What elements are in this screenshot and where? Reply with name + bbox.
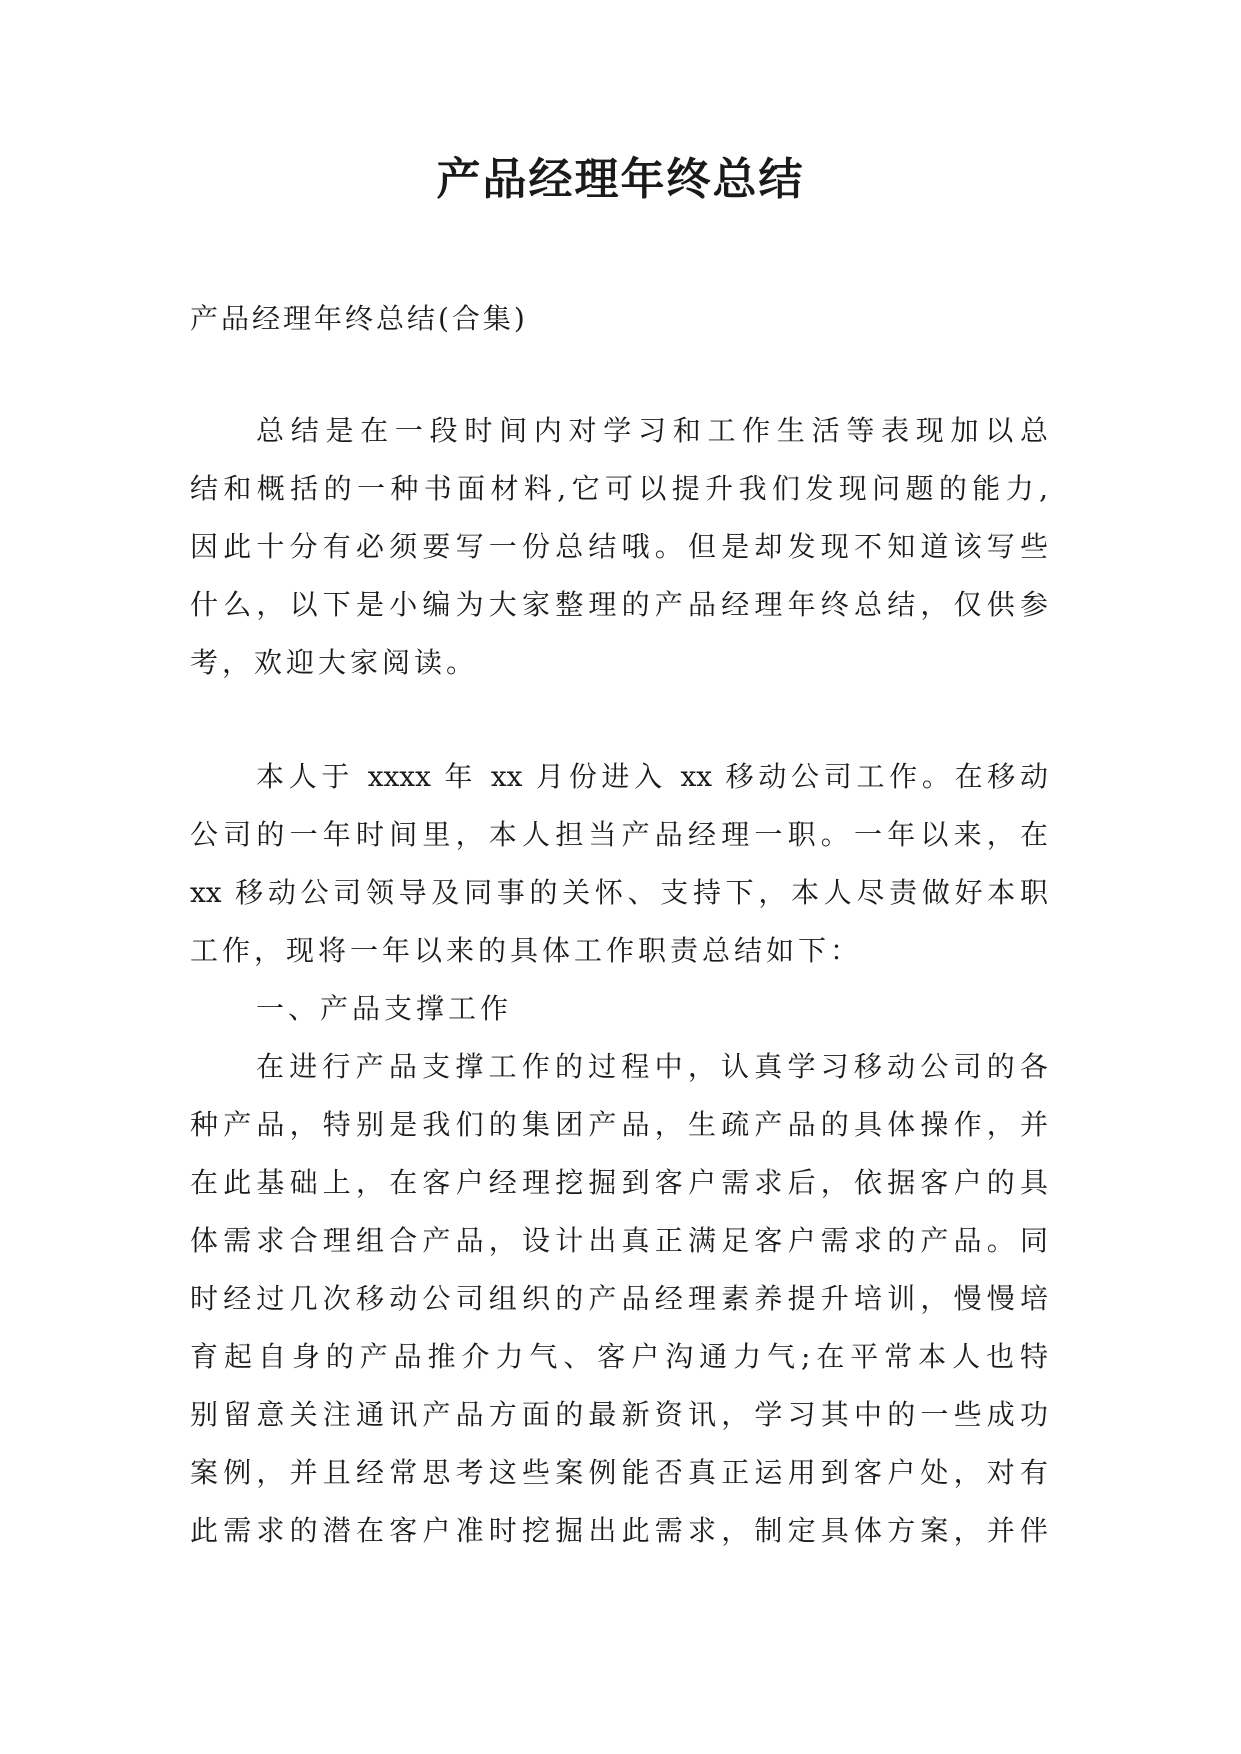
intro-paragraph (190, 402, 1048, 692)
paragraph-line: 结和概括的一种书面材料,它可以提升我们发现问题的能力, (190, 472, 1048, 505)
paragraph-line: 工作，现将一年以来的具体工作职责总结如下： (190, 934, 863, 967)
paragraph-line: 案例，并且经常思考这些案例能否真正运用到客户处，对有 (190, 1456, 1048, 1489)
paragraph-line: 总结是在一段时间内对学习和工作生活等表现加以总 (256, 414, 1048, 447)
paragraph-line: 时经过几次移动公司组织的产品经理素养提升培训，慢慢培 (190, 1282, 1048, 1315)
paragraph-line: 公司的一年时间里，本人担当产品经理一职。一年以来，在 (190, 818, 1048, 851)
body-text (190, 748, 1048, 1560)
paragraph-line: 在进行产品支撑工作的过程中，认真学习移动公司的各 (256, 1050, 1048, 1083)
paragraph-line: 什么，以下是小编为大家整理的产品经理年终总结，仅供参 (190, 588, 1048, 621)
paragraph-line: 在此基础上，在客户经理挖掘到客户需求后，依据客户的具 (190, 1166, 1048, 1199)
paragraph-line: 因此十分有必须要写一份总结哦。但是却发现不知道该写些 (190, 530, 1048, 563)
paragraph-line: 种产品，特别是我们的集团产品，生疏产品的具体操作，并 (190, 1108, 1048, 1141)
paragraph-line: 体需求合理组合产品，设计出真正满足客户需求的产品。同 (190, 1224, 1048, 1257)
section-heading: 一、产品支撑工作 (256, 992, 513, 1025)
paragraph-line: 此需求的潜在客户准时挖掘出此需求，制定具体方案，并伴 (190, 1514, 1048, 1547)
document-subtitle: 产品经理年终总结(合集) (190, 302, 528, 335)
paragraph-line: xx 移动公司领导及同事的关怀、支持下，本人尽责做好本职 (190, 876, 1048, 909)
paragraph-line: 育起自身的产品推介力气、客户沟通力气;在平常本人也特 (190, 1340, 1048, 1373)
paragraph-line: 本人于 xxxx 年 xx 月份进入 xx 移动公司工作。在移动 (256, 760, 1048, 793)
paragraph-line: 别留意关注通讯产品方面的最新资讯，学习其中的一些成功 (190, 1398, 1048, 1431)
document-title: 产品经理年终总结 (436, 154, 805, 205)
paragraph-line: 考，欢迎大家阅读。 (190, 646, 479, 679)
